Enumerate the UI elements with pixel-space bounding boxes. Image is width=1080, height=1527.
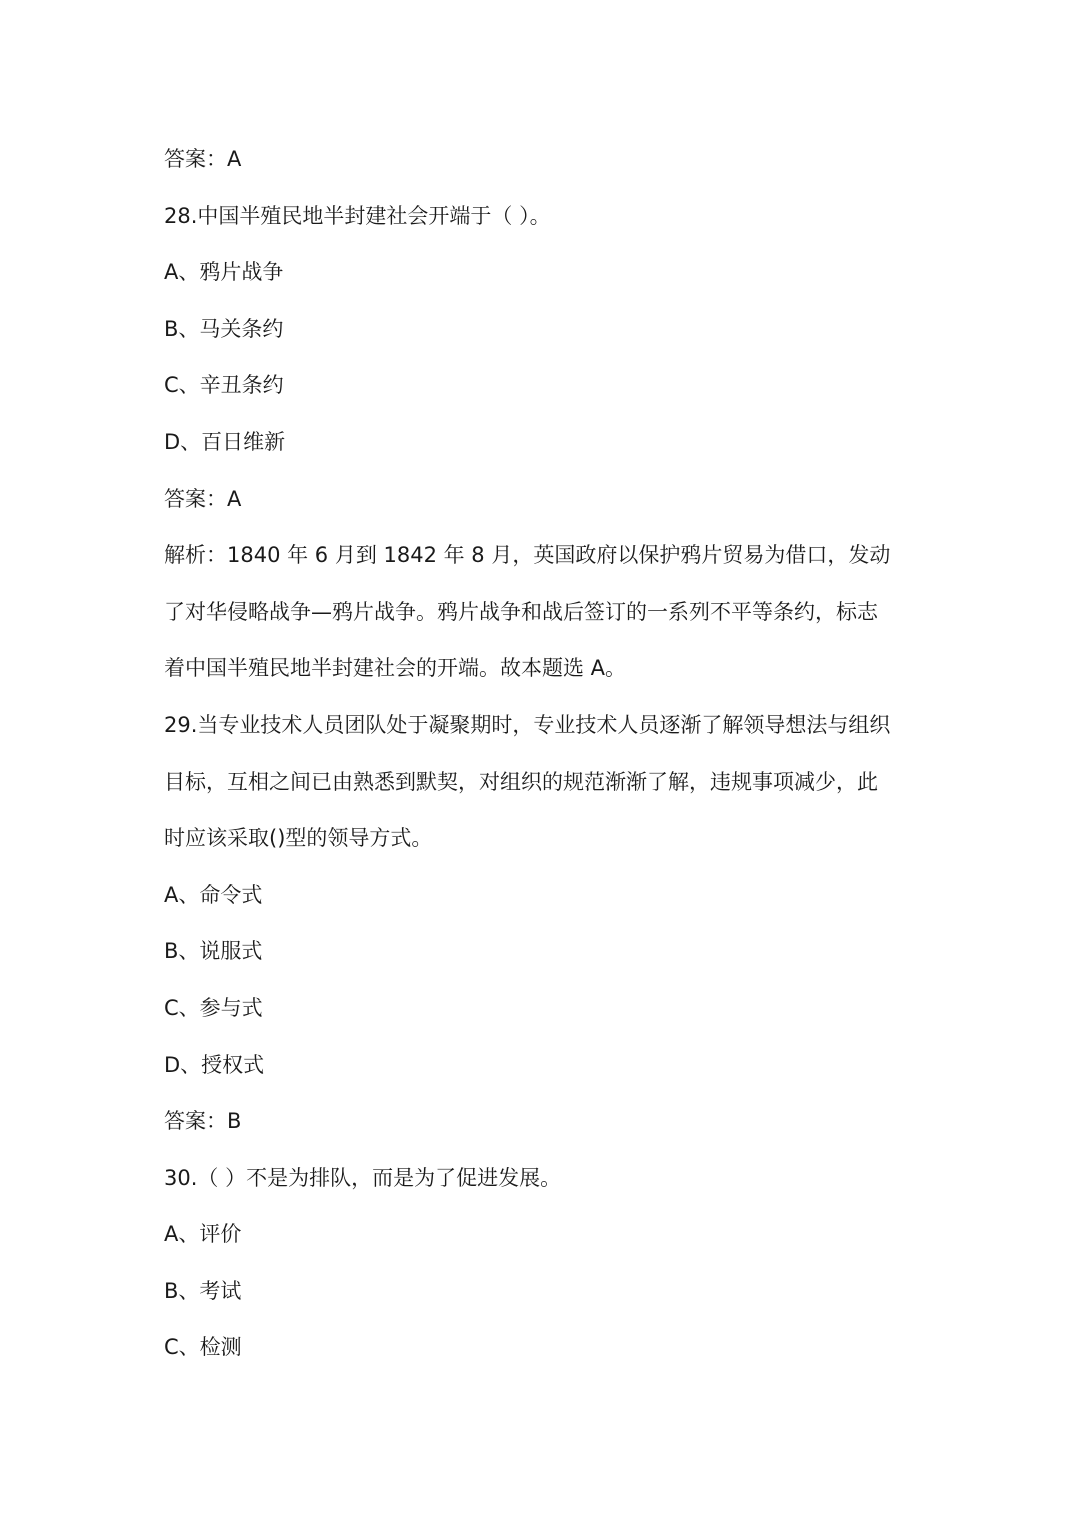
question-29-text-line-2: 目标，互相之间已由熟悉到默契，对组织的规范渐渐了解，违规事项减少，此	[164, 769, 878, 794]
question-28-text: 28.中国半殖民地半封建社会开端于（ ）。	[164, 203, 551, 228]
explanation-line-3: 着中国半殖民地半封建社会的开端。故本题选 A。	[164, 656, 627, 681]
answer-line: 答案：B	[164, 1109, 242, 1134]
document-page	[164, 131, 924, 1376]
question-29-text-line-1: 29.当专业技术人员团队处于凝聚期时，专业技术人员逐渐了解领导想法与组织	[164, 712, 891, 737]
option-b: B、马关条约	[164, 316, 284, 341]
option-a: A、评价	[164, 1222, 242, 1247]
option-b: B、说服式	[164, 939, 263, 964]
option-d: D、百日维新	[164, 429, 286, 454]
answer-line: 答案：A	[164, 147, 242, 171]
explanation-line-2: 了对华侵略战争—鸦片战争。鸦片战争和战后签订的一系列不平等条约，标志	[164, 599, 878, 624]
option-c: C、参与式	[164, 995, 263, 1020]
answer-line: 答案：A	[164, 486, 242, 511]
question-29-text-line-3: 时应该采取()型的领导方式。	[164, 826, 433, 851]
option-b: B、考试	[164, 1278, 242, 1303]
option-c: C、辛丑条约	[164, 373, 284, 398]
option-a: A、鸦片战争	[164, 260, 284, 285]
question-30-text: 30.（ ）不是为排队，而是为了促进发展。	[164, 1165, 562, 1190]
explanation-line-1: 解析：1840 年 6 月到 1842 年 8 月，英国政府以保护鸦片贸易为借口，发动	[164, 543, 891, 568]
option-a: A、命令式	[164, 882, 263, 907]
option-c: C、检测	[164, 1335, 242, 1360]
option-d: D、授权式	[164, 1052, 265, 1077]
